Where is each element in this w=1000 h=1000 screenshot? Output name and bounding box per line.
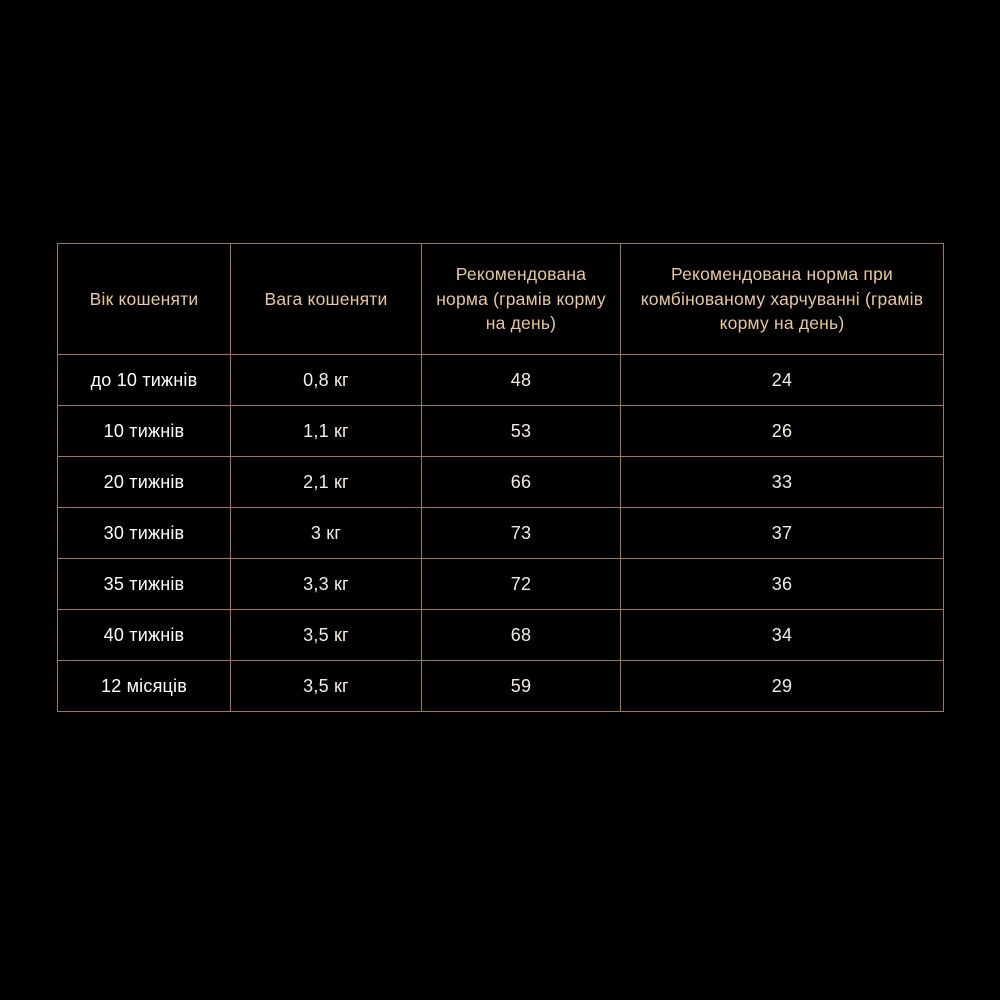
cell-recommended-norm: 48 <box>422 355 621 406</box>
column-header-combined-norm: Рекомендована норма при комбінованому харчуванні (грамів корму на день) <box>621 244 944 355</box>
cell-weight: 3 кг <box>231 508 422 559</box>
column-header-weight: Вага кошеняти <box>231 244 422 355</box>
cell-combined-norm: 29 <box>621 661 944 712</box>
cell-weight: 0,8 кг <box>231 355 422 406</box>
cell-combined-norm: 33 <box>621 457 944 508</box>
cell-age: 30 тижнів <box>58 508 231 559</box>
cell-weight: 3,5 кг <box>231 661 422 712</box>
cell-recommended-norm: 68 <box>422 610 621 661</box>
table-row <box>58 559 944 610</box>
cell-age: 35 тижнів <box>58 559 231 610</box>
cell-age: до 10 тижнів <box>58 355 231 406</box>
feeding-table-container <box>57 243 943 712</box>
cell-age: 10 тижнів <box>58 406 231 457</box>
cell-recommended-norm: 73 <box>422 508 621 559</box>
table-row <box>58 457 944 508</box>
cell-combined-norm: 37 <box>621 508 944 559</box>
cell-recommended-norm: 59 <box>422 661 621 712</box>
table-row <box>58 508 944 559</box>
cell-combined-norm: 26 <box>621 406 944 457</box>
cell-combined-norm: 24 <box>621 355 944 406</box>
cell-weight: 1,1 кг <box>231 406 422 457</box>
table-row <box>58 661 944 712</box>
cell-age: 12 місяців <box>58 661 231 712</box>
cell-recommended-norm: 72 <box>422 559 621 610</box>
cell-combined-norm: 36 <box>621 559 944 610</box>
cell-age: 20 тижнів <box>58 457 231 508</box>
cell-recommended-norm: 53 <box>422 406 621 457</box>
table-row <box>58 355 944 406</box>
column-header-recommended-norm: Рекомендована норма (грамів корму на день) <box>422 244 621 355</box>
cell-weight: 3,3 кг <box>231 559 422 610</box>
table-row <box>58 610 944 661</box>
cell-recommended-norm: 66 <box>422 457 621 508</box>
cell-weight: 3,5 кг <box>231 610 422 661</box>
cell-age: 40 тижнів <box>58 610 231 661</box>
cell-combined-norm: 34 <box>621 610 944 661</box>
feeding-guide-table <box>57 243 944 712</box>
column-header-age: Вік кошеняти <box>58 244 231 355</box>
table-row <box>58 406 944 457</box>
cell-weight: 2,1 кг <box>231 457 422 508</box>
table-header-row <box>58 244 944 355</box>
